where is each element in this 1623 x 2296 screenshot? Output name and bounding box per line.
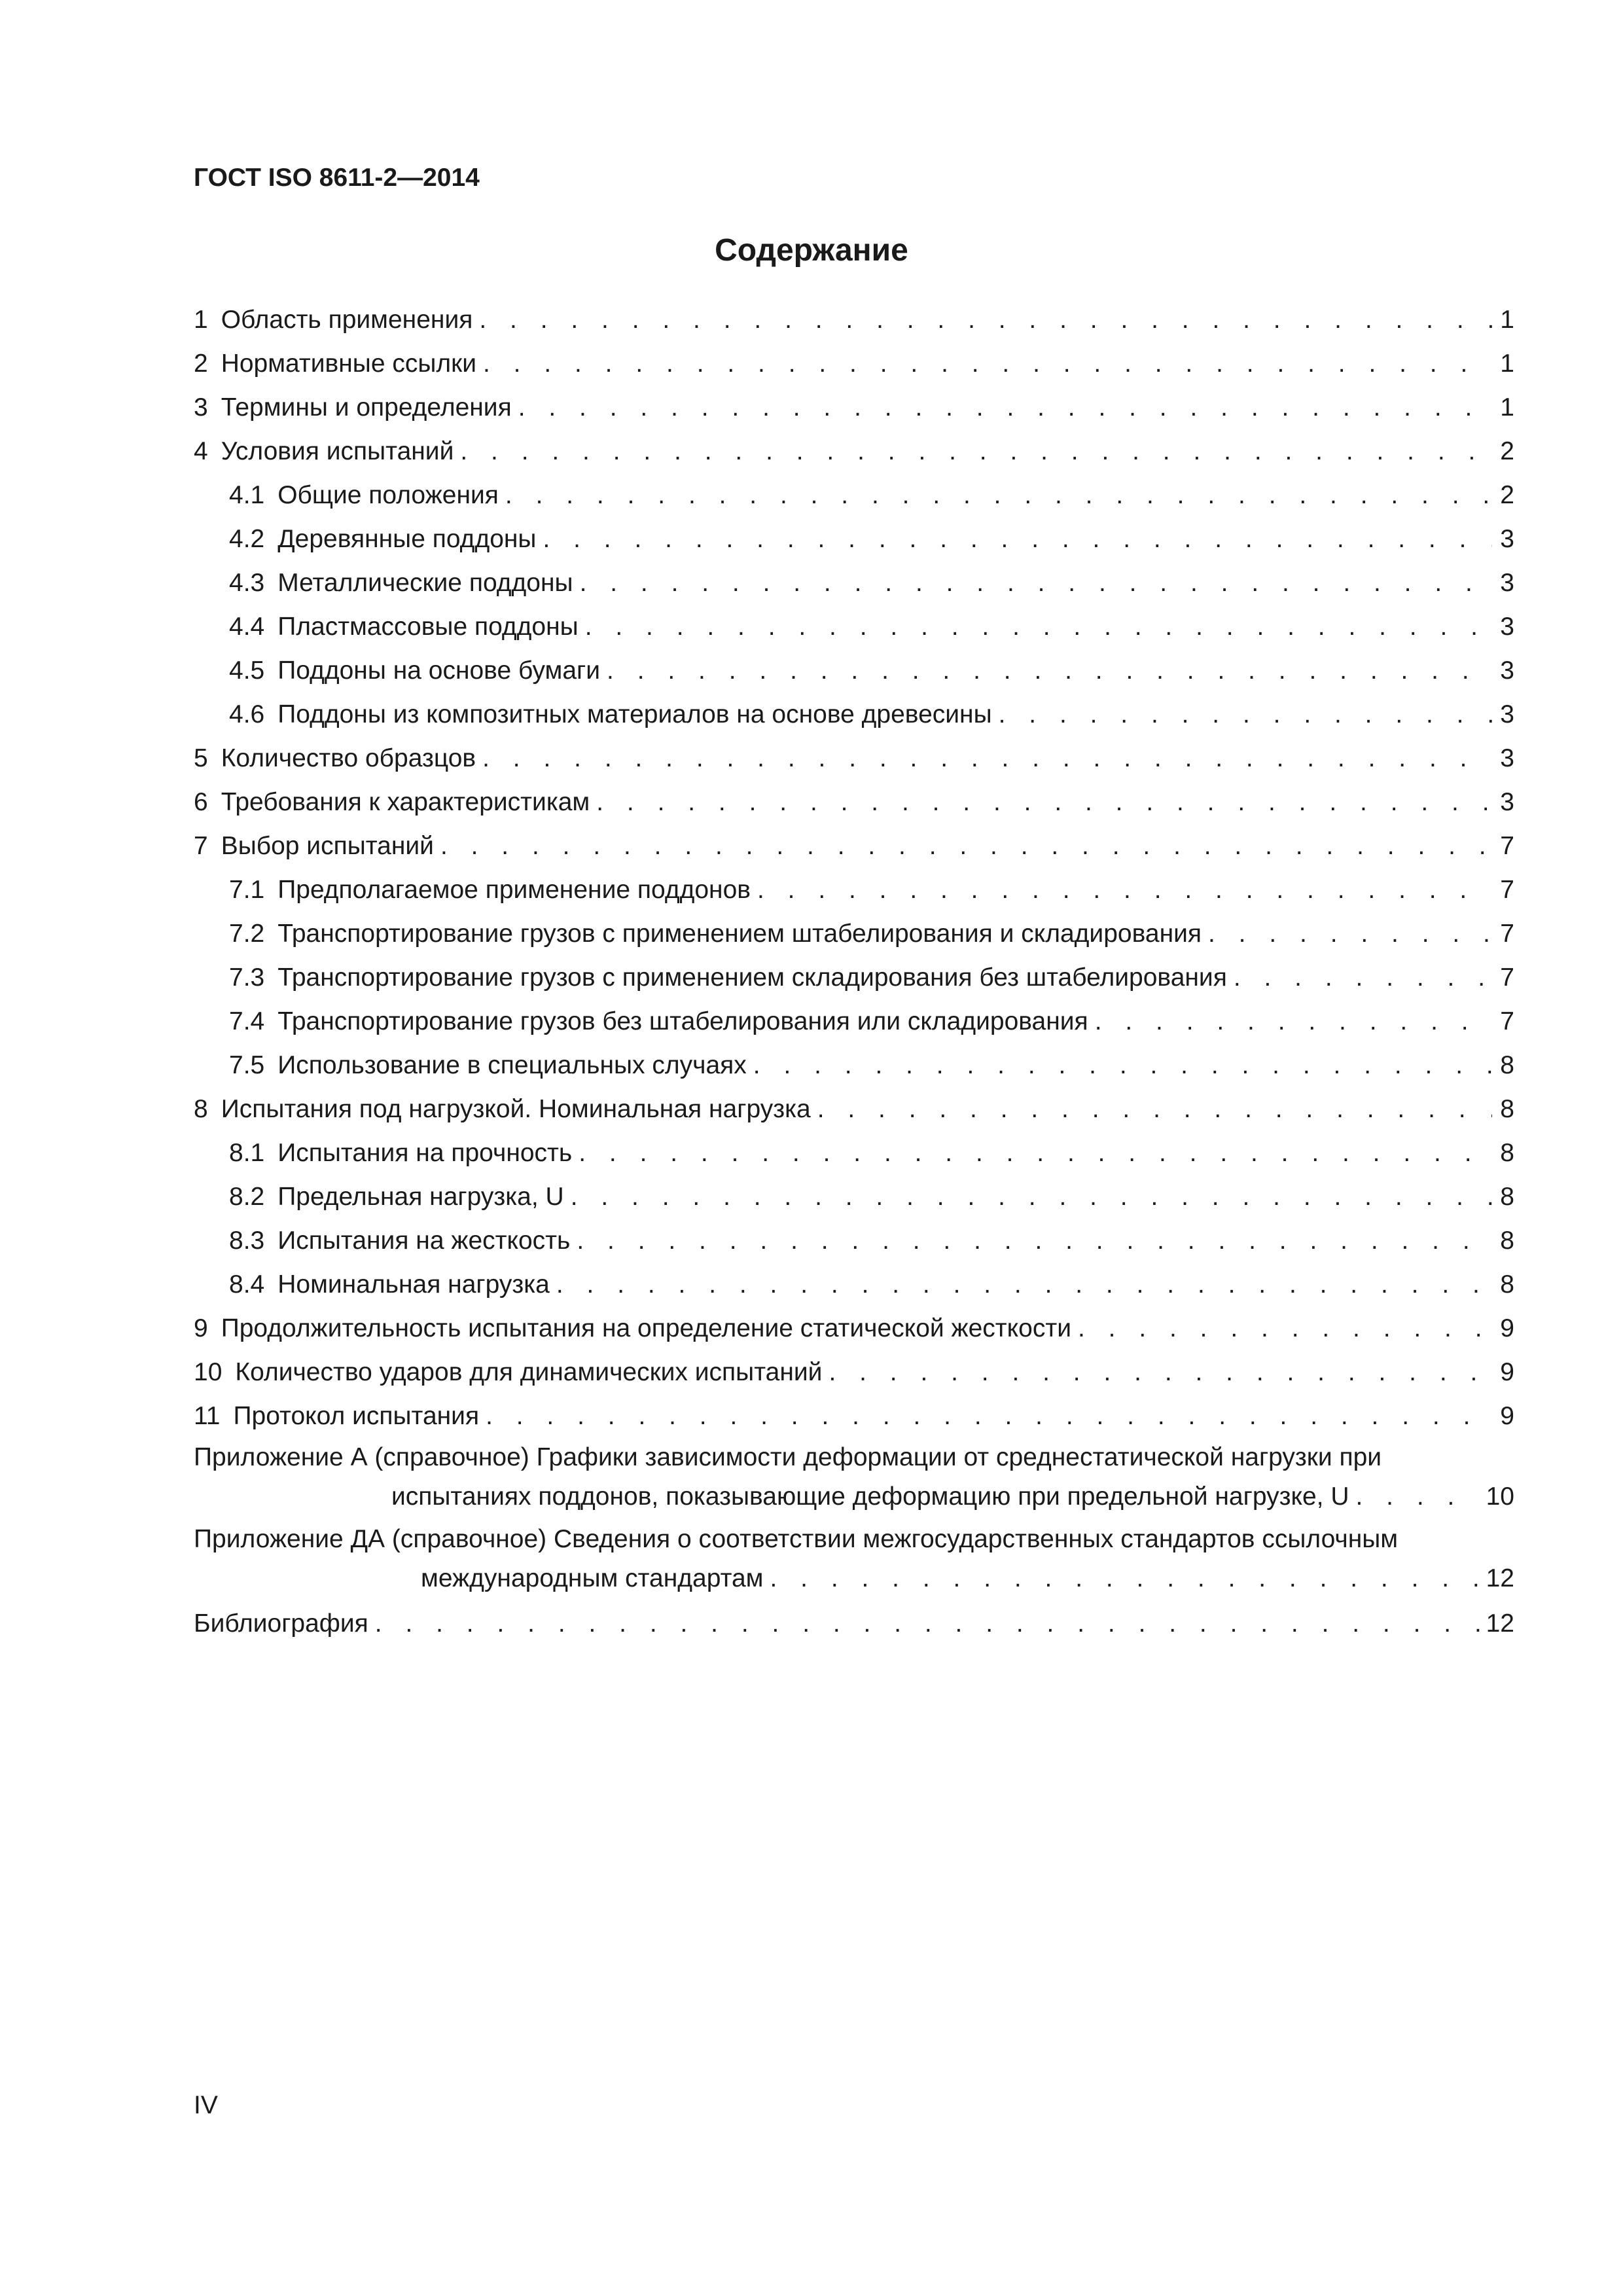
toc-entry-title: Количество ударов для динамических испытаний (235, 1358, 823, 1386)
toc-entries (194, 298, 1514, 1438)
toc-entry-page: 7 (1500, 1007, 1514, 1035)
toc-entry[interactable] (194, 386, 1514, 429)
toc-entry-title: Транспортирование грузов без штабелирования или складирования (277, 1007, 1088, 1035)
toc-entry-number: 1 (194, 306, 208, 334)
toc-entry-title: Использование в специальных случаях (277, 1051, 747, 1079)
toc-entry-title: Испытания на прочность (277, 1139, 573, 1167)
toc-entry-title: Термины и определения (221, 393, 512, 422)
toc-entry[interactable] (194, 298, 1514, 342)
toc-entry-page: 3 (1500, 569, 1514, 597)
toc-entry-number: 4.3 (229, 569, 265, 597)
appendix-a-title-line2: испытаниях поддонов, показывающие деформацию при предельной нагрузке, U (391, 1482, 1349, 1511)
toc-entry-page: 3 (1500, 788, 1514, 816)
toc-entry-title: Нормативные ссылки (221, 350, 476, 378)
dot-leader (1078, 1306, 1492, 1350)
toc-entry-number: 7.3 (229, 963, 265, 992)
toc-entry-title: Поддоны на основе бумаги (277, 656, 601, 685)
toc-entry[interactable] (194, 473, 1514, 517)
toc-entry[interactable] (194, 561, 1514, 605)
toc-entry-page: 3 (1500, 656, 1514, 685)
dot-leader (1234, 956, 1492, 999)
toc-entry-page: 2 (1500, 481, 1514, 509)
toc-entry-title: Испытания под нагрузкой. Номинальная нагрузка (221, 1095, 811, 1123)
toc-entry[interactable] (194, 868, 1514, 912)
appendix-da-page: 12 (1486, 1564, 1514, 1592)
dot-leader (479, 298, 1492, 342)
dot-leader (753, 1043, 1492, 1087)
toc-entry[interactable] (194, 1087, 1514, 1131)
dot-leader (585, 605, 1492, 649)
toc-entry-title: Общие положения (277, 481, 499, 509)
page-number: IV (194, 2091, 218, 2119)
toc-entry[interactable] (194, 1306, 1514, 1350)
dot-leader (579, 1131, 1492, 1175)
document-code: ГОСТ ISO 8611-2—2014 (194, 164, 480, 192)
toc-entry[interactable] (194, 1263, 1514, 1306)
toc-bibliography[interactable] (194, 1602, 1514, 1645)
toc-entry-page: 8 (1500, 1095, 1514, 1123)
toc-entry-page: 8 (1500, 1051, 1514, 1079)
toc-entry-number: 9 (194, 1314, 208, 1342)
toc-entry-page: 7 (1500, 920, 1514, 948)
toc-entry-page: 7 (1500, 963, 1514, 992)
dot-leader (505, 473, 1492, 517)
dot-leader (577, 1219, 1492, 1263)
toc-entry-title: Область применения (221, 306, 473, 334)
toc-entry[interactable] (194, 517, 1514, 561)
dot-leader (375, 1602, 1480, 1645)
toc-entry-number: 5 (194, 744, 208, 772)
toc-entry-number: 7.5 (229, 1051, 265, 1079)
toc-entry-number: 4.5 (229, 656, 265, 685)
toc-entry-title: Выбор испытаний (221, 832, 434, 860)
toc-entry-number: 7.2 (229, 920, 265, 948)
toc-entry-page: 9 (1500, 1402, 1514, 1430)
dot-leader (1095, 999, 1492, 1043)
toc-appendix-a[interactable] (194, 1438, 1514, 1516)
toc-entry-page: 7 (1500, 876, 1514, 904)
toc-entry-number: 4 (194, 437, 208, 465)
page-title: Содержание (715, 233, 908, 268)
toc-entry[interactable] (194, 1043, 1514, 1087)
dot-leader (607, 649, 1492, 692)
toc-entry[interactable] (194, 824, 1514, 868)
toc-entry-title: Металлические поддоны (277, 569, 573, 597)
dot-leader (518, 386, 1492, 429)
toc-entry-title: Количество образцов (221, 744, 476, 772)
toc-entry-number: 7 (194, 832, 208, 860)
dot-leader (571, 1175, 1492, 1219)
toc-entry-number: 8.3 (229, 1227, 265, 1255)
toc-entry[interactable] (194, 999, 1514, 1043)
table-of-contents (194, 298, 1514, 1645)
toc-entry-title: Требования к характеристикам (221, 788, 590, 816)
toc-entry-number: 8 (194, 1095, 208, 1123)
toc-entry-title: Пластмассовые поддоны (277, 613, 579, 641)
toc-entry-number: 4.4 (229, 613, 265, 641)
toc-entry[interactable] (194, 692, 1514, 736)
toc-entry[interactable] (194, 342, 1514, 386)
toc-entry[interactable] (194, 1350, 1514, 1394)
toc-entry-number: 7.4 (229, 1007, 265, 1035)
toc-entry-title: Поддоны из композитных материалов на основе древесины (277, 700, 992, 728)
toc-entry-number: 10 (194, 1358, 223, 1386)
appendix-a-title-line1: Приложение А (справочное) Графики зависимости деформации от среднестатической нагрузки при (194, 1443, 1382, 1471)
toc-entry-title: Номинальная нагрузка (277, 1270, 550, 1299)
dot-leader (596, 780, 1492, 824)
toc-entry-page: 9 (1500, 1314, 1514, 1342)
toc-entry-number: 8.4 (229, 1270, 265, 1299)
toc-entry-number: 3 (194, 393, 208, 422)
toc-entry-page: 3 (1500, 525, 1514, 553)
toc-entry[interactable] (194, 1175, 1514, 1219)
appendix-da-title-line1: Приложение ДА (справочное) Сведения о соответствии межгосударственных стандартов ссылочным (194, 1525, 1399, 1553)
dot-leader (829, 1350, 1492, 1394)
toc-entry-number: 4.1 (229, 481, 265, 509)
toc-entry-title: Условия испытаний (221, 437, 454, 465)
toc-entry-number: 6 (194, 788, 208, 816)
toc-entry-title: Протокол испытания (233, 1402, 480, 1430)
toc-entry-page: 3 (1500, 613, 1514, 641)
toc-entry-title: Испытания на жесткость (277, 1227, 571, 1255)
toc-entry-number: 2 (194, 350, 208, 378)
toc-entry-page: 3 (1500, 700, 1514, 728)
toc-entry-title: Предполагаемое применение поддонов (277, 876, 751, 904)
toc-entry-page: 3 (1500, 744, 1514, 772)
toc-entry-title: Предельная нагрузка, U (277, 1183, 564, 1211)
toc-entry-number: 4.2 (229, 525, 265, 553)
toc-entry-number: 8.2 (229, 1183, 265, 1211)
dot-leader (757, 868, 1492, 912)
toc-entry[interactable] (194, 649, 1514, 692)
toc-entry-title: Транспортирование грузов с применением складирования без штабелирования (277, 963, 1227, 992)
toc-entry-page: 9 (1500, 1358, 1514, 1386)
dot-leader (486, 1394, 1492, 1438)
toc-entry-number: 11 (194, 1402, 221, 1430)
toc-entry[interactable] (194, 912, 1514, 956)
dot-leader (482, 736, 1492, 780)
toc-entry-page: 8 (1500, 1227, 1514, 1255)
toc-entry-page: 8 (1500, 1139, 1514, 1167)
dot-leader (999, 692, 1492, 736)
toc-entry[interactable] (194, 956, 1514, 999)
dot-leader (543, 517, 1492, 561)
toc-entry[interactable] (194, 1131, 1514, 1175)
dot-leader (770, 1559, 1480, 1598)
toc-appendix-da[interactable] (194, 1520, 1514, 1598)
dot-leader (440, 824, 1492, 868)
toc-entry-page: 1 (1500, 393, 1514, 422)
toc-entry-number: 7.1 (229, 876, 265, 904)
dot-leader (483, 342, 1492, 386)
dot-leader (460, 429, 1492, 473)
bibliography-label: Библиография (194, 1609, 368, 1638)
dot-leader (580, 561, 1492, 605)
dot-leader (817, 1087, 1492, 1131)
toc-entry[interactable] (194, 1219, 1514, 1263)
dot-leader (556, 1263, 1492, 1306)
toc-entry-title: Транспортирование грузов с применением штабелирования и складирования (277, 920, 1202, 948)
toc-entry-number: 8.1 (229, 1139, 265, 1167)
bibliography-page: 12 (1486, 1609, 1514, 1638)
dot-leader (1356, 1477, 1480, 1516)
toc-entry[interactable] (194, 429, 1514, 473)
toc-entry[interactable] (194, 1394, 1514, 1438)
toc-entry[interactable] (194, 780, 1514, 824)
dot-leader (1208, 912, 1492, 956)
toc-entry[interactable] (194, 736, 1514, 780)
appendix-da-title-line2: международным стандартам (421, 1564, 764, 1592)
toc-entry[interactable] (194, 605, 1514, 649)
toc-entry-number: 4.6 (229, 700, 265, 728)
toc-entry-page: 2 (1500, 437, 1514, 465)
toc-entry-page: 8 (1500, 1270, 1514, 1299)
toc-entry-page: 1 (1500, 350, 1514, 378)
toc-entry-title: Деревянные поддоны (277, 525, 537, 553)
toc-entry-title: Продолжительность испытания на определение статической жесткости (221, 1314, 1071, 1342)
appendix-a-page: 10 (1486, 1482, 1514, 1511)
toc-entry-page: 7 (1500, 832, 1514, 860)
toc-entry-page: 1 (1500, 306, 1514, 334)
toc-entry-page: 8 (1500, 1183, 1514, 1211)
